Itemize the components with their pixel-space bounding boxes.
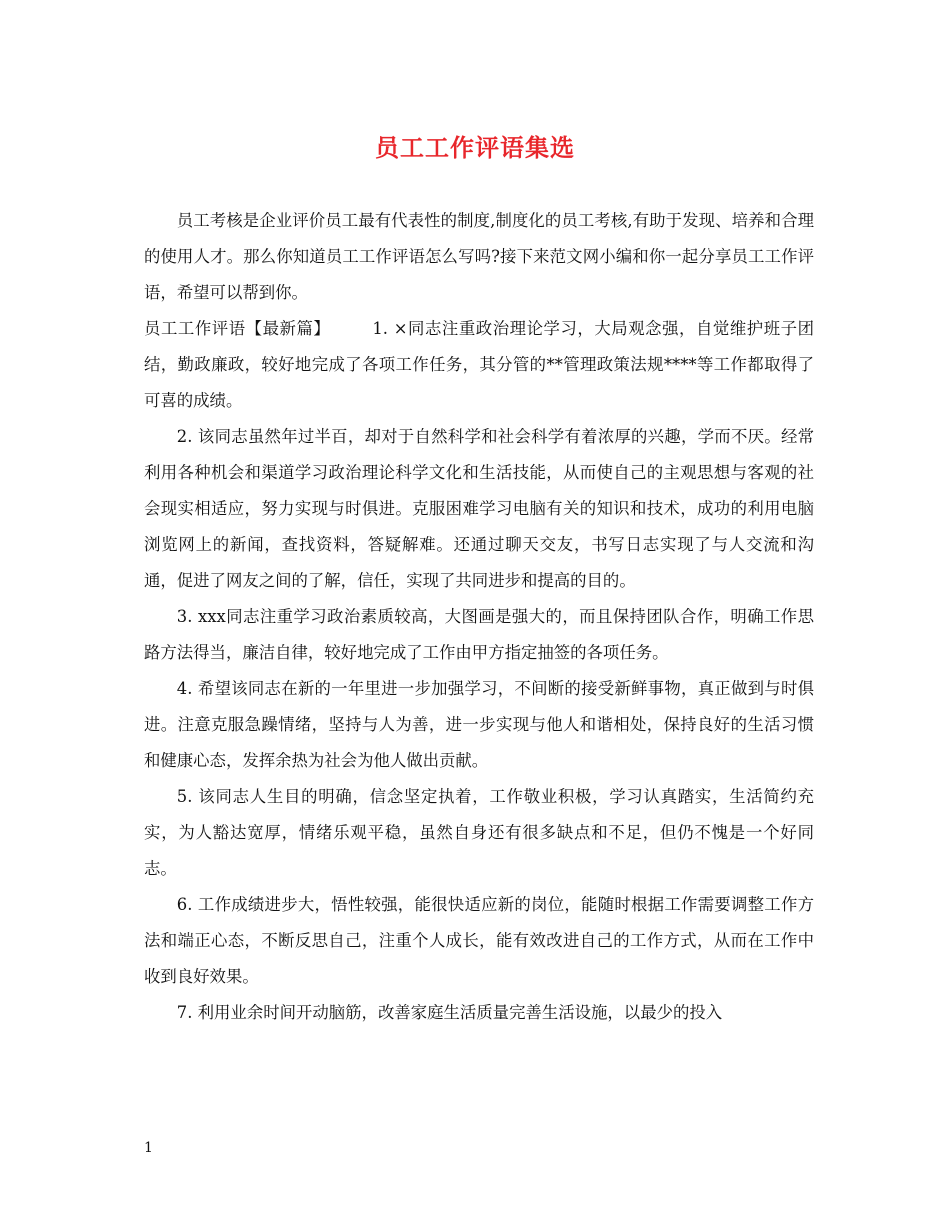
item-4: 4. 希望该同志在新的一年里进一步加强学习，不间断的接受新鲜事物，真正做到与时俱进。注意克服急躁情绪，坚持与人为善，进一步实现与他人和谐相处，保持良好的生活习惯和健康心态，发挥余热为社会为他人做出贡献。	[144, 679, 814, 770]
intro-paragraph: 员工考核是企业评价员工最有代表性的制度,制度化的员工考核,有助于发现、培养和合理的使用人才。那么你知道员工工作评语怎么写吗?接下来范文网小编和你一起分享员工工作评语，希望可以帮到你。	[144, 211, 814, 302]
section-paragraph	[144, 311, 814, 419]
page-number: 1	[144, 1140, 153, 1156]
item-3: 3. xxx同志注重学习政治素质较高，大图画是强大的，而且保持团队合作，明确工作思路方法得当，廉洁自律，较好地完成了工作由甲方指定抽签的各项任务。	[144, 607, 814, 662]
item-7: 7. 利用业余时间开动脑筋，改善家庭生活质量完善生活设施，以最少的投入	[176, 1003, 723, 1022]
document-title: 员工工作评语集选	[375, 133, 575, 162]
item-5: 5. 该同志人生目的明确，信念坚定执着，工作敬业积极，学习认真踏实，生活简约充实，为人豁达宽厚，情绪乐观平稳，虽然自身还有很多缺点和不足，但仍不愧是一个好同志。	[144, 787, 814, 878]
item-6: 6. 工作成绩进步大，悟性较强，能很快适应新的岗位，能随时根据工作需要调整工作方法和端正心态，不断反思自己，注重个人成长，能有效改进自己的工作方式，从而在工作中收到良好效果。	[144, 895, 814, 986]
item-1: 1. ×同志注重政治理论学习，大局观念强，自觉维护班子团结，勤政廉政，较好地完成了各项工作任务，其分管的**管理政策法规****等工作都取得了可喜的成绩。	[144, 319, 814, 410]
section-heading: 员工工作评语【最新篇】	[144, 319, 331, 338]
item-2: 2. 该同志虽然年过半百，却对于自然科学和社会科学有着浓厚的兴趣，学而不厌。经常利用各种机会和渠道学习政治理论科学文化和生活技能，从而使自己的主观思想与客观的社会现实相适应，努力实现与时俱进。克服困难学习电脑有关的知识和技术，成功的利用电脑浏览网上的新闻，查找资料，答疑解难。还通过聊天交友，书写日志实现了与人交流和沟通，促进了网友之间的了解，信任，实现了共同进步和提高的目的。	[144, 427, 814, 590]
document-body	[144, 203, 814, 1031]
